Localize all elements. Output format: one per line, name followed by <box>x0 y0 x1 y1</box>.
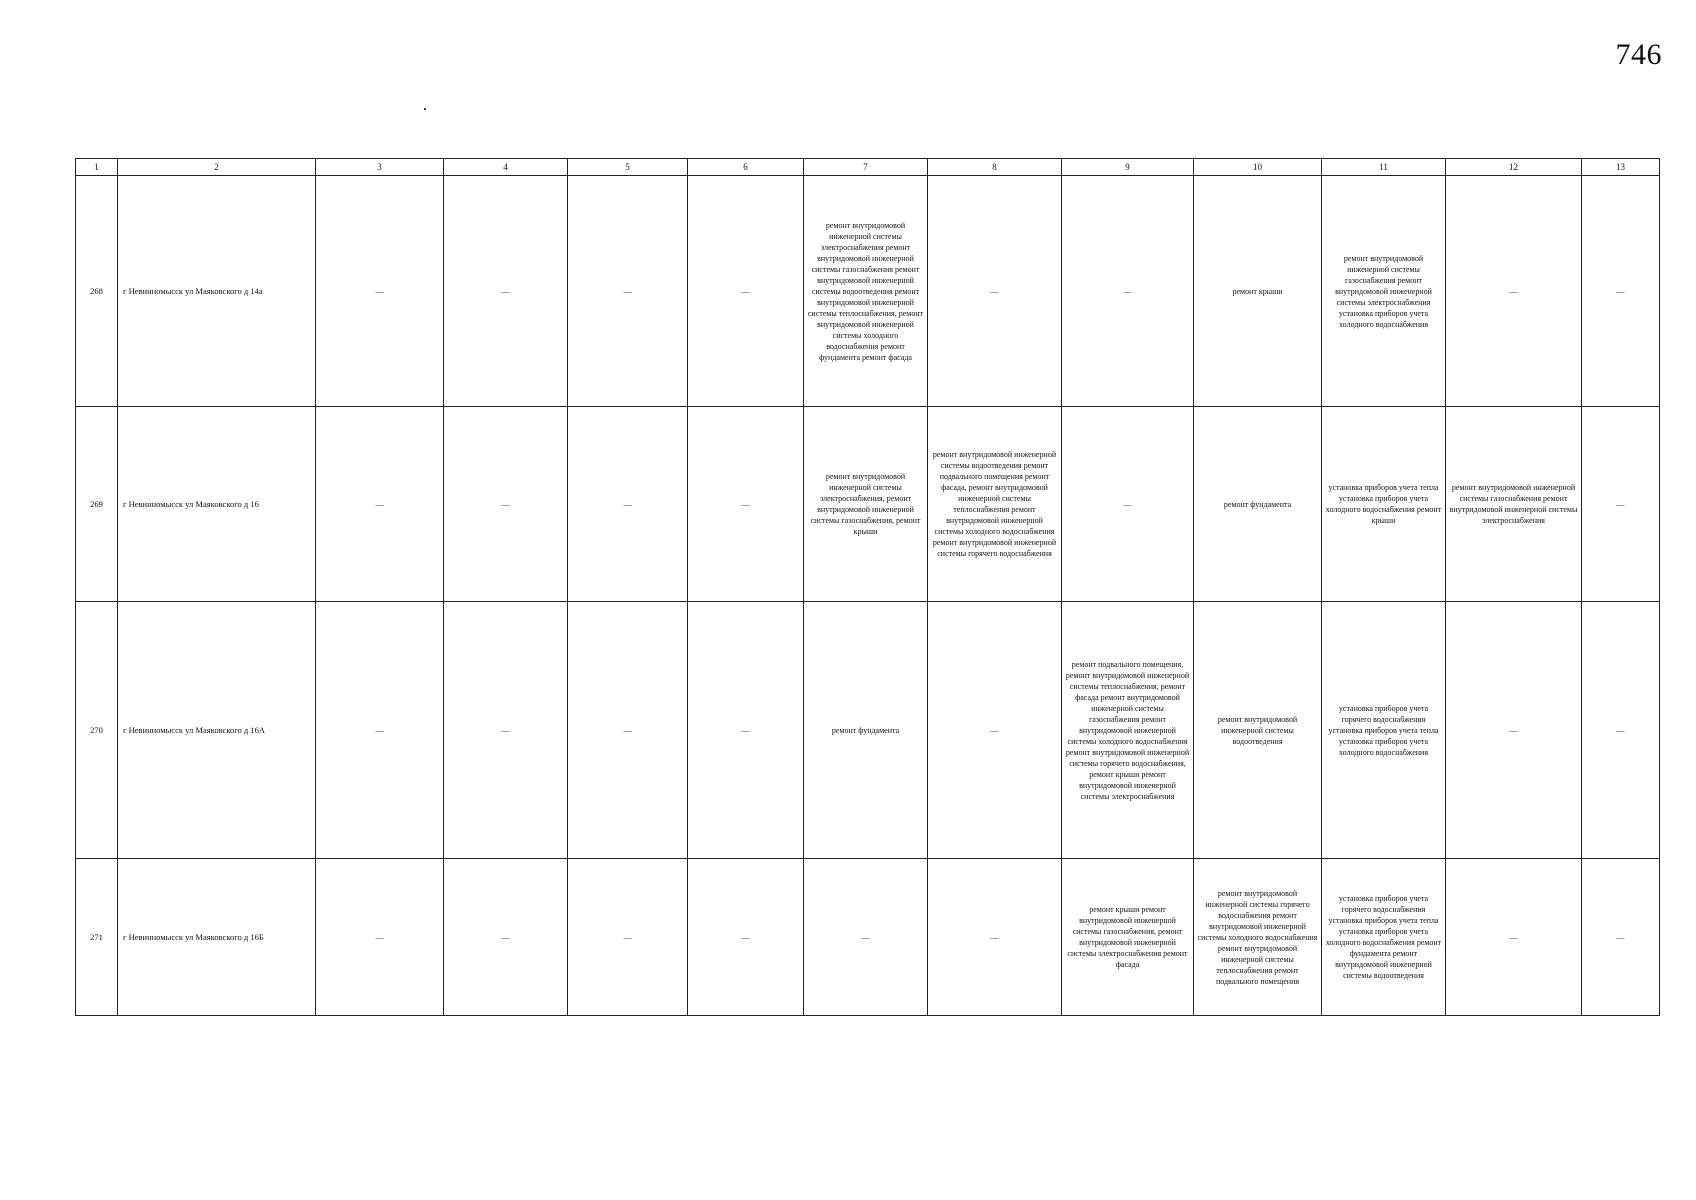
table-cell: — <box>1582 176 1660 407</box>
table-cell: — <box>568 176 688 407</box>
column-header: 12 <box>1446 159 1582 176</box>
table-cell: ремонт внутридомовой инженерной системы горячего водоснабжения ремонт внутридомовой инженерной системы холодного водоснабжения ремонт внутридомовой инженерной системы теплоснабжения ремонт подвального помещения <box>1194 859 1322 1016</box>
table-cell: — <box>1582 602 1660 859</box>
table-cell: — <box>1446 176 1582 407</box>
table-cell: — <box>568 859 688 1016</box>
table-cell: — <box>928 602 1062 859</box>
table-cell: — <box>1446 859 1582 1016</box>
table-cell: ремонт внутридомовой инженерной системы газоснабжения ремонт внутридомовой инженерной системы электроснабжения установка приборов учета холодного водоснабжения <box>1322 176 1446 407</box>
table-cell: — <box>1582 407 1660 602</box>
table-cell: ремонт фундамента <box>1194 407 1322 602</box>
table-cell: — <box>316 176 444 407</box>
page-number: 746 <box>1615 38 1662 71</box>
table-cell: ремонт фундамента <box>804 602 928 859</box>
table-cell: ремонт внутридомовой инженерной системы электроснабжения ремонт внутридомовой инженерной системы газоснабжения ремонт внутридомовой инженерной системы водоотведения ремонт внутридомовой инженерной системы теплоснабжения, ремонт внутридомовой инженерной системы холодного водоснабжения ремонт фундамента ремонт фасада <box>804 176 928 407</box>
header-row <box>76 159 1660 176</box>
table-cell: ремонт крыши <box>1194 176 1322 407</box>
table-cell: ремонт внутридомовой инженерной системы газоснабжения ремонт внутридомовой инженерной системы электроснабжения <box>1446 407 1582 602</box>
table-cell: установка приборов учета горячего водоснабжения установка приборов учета тепла установка приборов учета холодного водоснабжения ремонт фундамента ремонт внутридомовой инженерной системы водоотведения <box>1322 859 1446 1016</box>
address-cell: г Невинномысск ул Маяковского д 16Б <box>118 859 316 1016</box>
table-cell: — <box>688 859 804 1016</box>
row-number: 270 <box>76 602 118 859</box>
table-row <box>76 602 1660 859</box>
row-number: 268 <box>76 176 118 407</box>
table-cell: установка приборов учета тепла установка приборов учета холодного водоснабжения ремонт крыши <box>1322 407 1446 602</box>
table-cell: — <box>804 859 928 1016</box>
column-header: 10 <box>1194 159 1322 176</box>
table-row <box>76 859 1660 1016</box>
column-header: 11 <box>1322 159 1446 176</box>
table-row <box>76 407 1660 602</box>
column-header: 13 <box>1582 159 1660 176</box>
scan-speck <box>424 108 426 110</box>
address-cell: г Невинномысск ул Маяковского д 16 <box>118 407 316 602</box>
table-cell: — <box>444 859 568 1016</box>
column-header: 7 <box>804 159 928 176</box>
table-row <box>76 176 1660 407</box>
table-cell: — <box>316 859 444 1016</box>
table-cell: — <box>568 407 688 602</box>
column-header: 4 <box>444 159 568 176</box>
row-number: 271 <box>76 859 118 1016</box>
table-cell: — <box>444 602 568 859</box>
table-cell: — <box>444 407 568 602</box>
table-cell: ремонт крыши ремонт внутридомовой инженерной системы газоснабжения, ремонт внутридомовой инженерной системы электроснабжения ремонт фасада <box>1062 859 1194 1016</box>
column-header: 9 <box>1062 159 1194 176</box>
column-header: 8 <box>928 159 1062 176</box>
table-cell: — <box>444 176 568 407</box>
table-cell: — <box>688 602 804 859</box>
table-cell: ремонт внутридомовой инженерной системы водоотведения <box>1194 602 1322 859</box>
table-cell: установка приборов учета горячего водоснабжения установка приборов учета тепла установка приборов учета холодного водоснабжения <box>1322 602 1446 859</box>
table-cell: — <box>316 407 444 602</box>
column-header: 5 <box>568 159 688 176</box>
table-cell: — <box>688 407 804 602</box>
address-cell: г Невинномысск ул Маяковского д 14а <box>118 176 316 407</box>
column-header: 6 <box>688 159 804 176</box>
table-cell: — <box>1582 859 1660 1016</box>
table-cell: ремонт внутридомовой инженерной системы электроснабжения, ремонт внутридомовой инженерной системы газоснабжения, ремонт крыши <box>804 407 928 602</box>
column-header: 1 <box>76 159 118 176</box>
table-cell: — <box>316 602 444 859</box>
table-cell: — <box>568 602 688 859</box>
table-cell: — <box>688 176 804 407</box>
column-header: 2 <box>118 159 316 176</box>
table-cell: — <box>928 176 1062 407</box>
works-table <box>75 158 1660 1016</box>
row-number: 269 <box>76 407 118 602</box>
table-cell: — <box>1062 407 1194 602</box>
address-cell: г Невинномысск ул Маяковского д 16А <box>118 602 316 859</box>
table-cell: ремонт внутридомовой инженерной системы водоотведения ремонт подвального помещения ремонт фасада, ремонт внутридомовой инженерной системы теплоснабжения ремонт внутридомовой инженерной системы холодного водоснабжения ремонт внутридомовой инженерной системы горячего водоснабжения <box>928 407 1062 602</box>
table-cell: — <box>1446 602 1582 859</box>
table-cell: — <box>1062 176 1194 407</box>
column-header: 3 <box>316 159 444 176</box>
table-cell: ремонт подвального помещения, ремонт внутридомовой инженерной системы теплоснабжения, ремонт фасада ремонт внутридомовой инженерной системы газоснабжения ремонт внутридомовой инженерной системы холодного водоснабжения ремонт внутридомовой инженерной системы горячего водоснабжения, ремонт крыши ремонт внутридомовой инженерной системы электроснабжения <box>1062 602 1194 859</box>
table-cell: — <box>928 859 1062 1016</box>
